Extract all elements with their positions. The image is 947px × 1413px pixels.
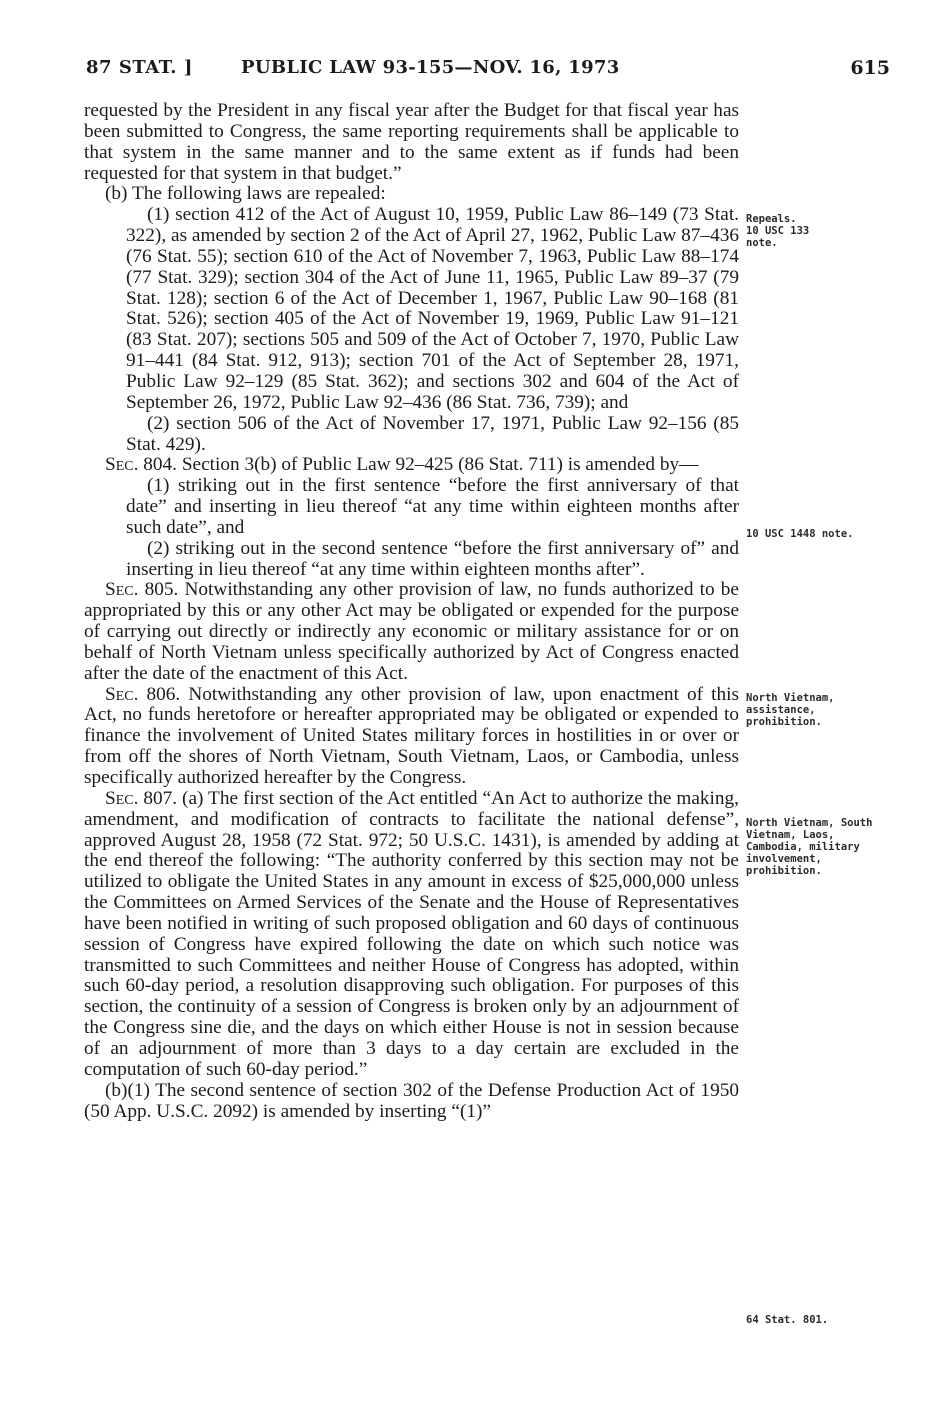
paragraph-repeal-item-2: (2) section 506 of the Act of November 17, 1971, Public Law 92–156 (85 Stat. 429). [126,412,739,455]
paragraph-807-b: (b)(1) The second sentence of section 302 of the Defense Production Act of 1950 (50 App. U.S.C. 2092) is amended by inserting “(1)” [84,1079,739,1122]
margin-note-section-806: North Vietnam, South Vietnam, Laos, Cambodia, military involvement, prohibition. [746,817,873,877]
margin-note-citation: 10 USC 133 note. [746,225,810,249]
section-label: Sec. 804. [105,454,177,476]
section-807 [84,789,739,1081]
section-text: Section 3(b) of Public Law 92–425 (86 Stat. 711) is amended by— [177,454,699,476]
margin-note-repeals [746,213,896,249]
margin-note-section-804: 10 USC 1448 note. [746,528,854,540]
section-label: Sec. 806. [105,683,181,705]
running-title: PUBLIC LAW 93-155—NOV. 16, 1973 [241,57,620,78]
section-804 [84,455,739,476]
paragraph-804-item-1: (1) striking out in the first sentence “before the first anniversary of that date” and inserting in lieu thereof “at any time within eighteen months after such date”, and [126,475,739,538]
page-header [86,57,890,85]
section-label: Sec. 807. [105,787,178,809]
body-text [84,101,739,1122]
stat-reference: 87 STAT. ] [86,57,193,78]
margin-note-title: Repeals. [746,213,797,225]
section-806 [84,685,739,789]
section-text: Notwithstanding any other provision of law, upon enactment of this Act, no funds heretofore or hereafter appropriated may be obligated or expended to finance the involvement of United States military forces in hostilities in or over or from off the shores of North Vietnam, South Vietnam, Laos, or Cambodia, unless specifically authorized hereafter by the Congress. [84,683,739,788]
section-text: Notwithstanding any other provision of law, no funds authorized to be appropriated by this or any other Act may be obligated or expended for the purpose of carrying out directly or indirectly any economic or military assistance for or on behalf of North Vietnam unless specifically authorized by Act of Congress enacted after the date of the enactment of this Act. [84,579,739,684]
page-number: 615 [850,57,890,79]
paragraph-repeal-item-1: (1) section 412 of the Act of August 10, 1959, Public Law 86–149 (73 Stat. 322), as amended by section 2 of the Act of April 27, 1962, Public Law 87–436 (76 Stat. 55); section 610 of the Act of November 7, 1963, Public Law 88–174 (77 Stat. 329); section 304 of the Act of June 11, 1965, Public Law 89–37 (79 Stat. 128); section 6 of the Act of December 1, 1967, Public Law 90–168 (81 Stat. 526); section 405 of the Act of November 19, 1969, Public Law 91–121 (83 Stat. 207); sections 505 and 509 of the Act of October 7, 1970, Public Law 91–441 (84 Stat. 912, 913); section 701 of the Act of September 28, 1971, Public Law 92–129 (85 Stat. 362); and sections 302 and 604 of the Act of September 26, 1972, Public Law 92–436 (86 Stat. 736, 739); and [126,204,739,413]
paragraph-repeals-intro: (b) The following laws are repealed: [105,183,386,205]
section-805 [84,580,739,684]
paragraph-continuation: requested by the President in any fiscal year after the Budget for that fiscal year has been submitted to Congress, the same reporting requirements shall be applicable to that system in the same manner and to the same extent as if funds had been requested for that system in that budget.” [84,100,739,184]
section-label: Sec. 805. [105,579,179,601]
margin-note-section-807: 64 Stat. 801. [746,1314,829,1326]
paragraph-804-item-2: (2) striking out in the second sentence “before the first anniversary of” and inserting in lieu thereof “at any time within eighteen months after”. [126,537,739,580]
margin-note-section-805: North Vietnam, assistance, prohibition. [746,692,835,728]
section-text: (a) The first section of the Act entitled “An Act to authorize the making, amendment, and modification of contracts to facilitate the national defense”, approved August 28, 1958 (72 Stat. 972; 50 U.S.C. 1431), is amended by adding at the end thereof the following: “The authority conferred by this section may not be utilized to obligate the United States in any amount in excess of $25,000,000 unless the Committees on Armed Services of the Senate and the House of Representatives have been notified in writing of such proposed obligation and 60 days of continuous session of Congress have expired following the date on which such notice was transmitted to such Committees and neither House of Congress has adopted, within such 60-day period, a resolution disapproving such obligation. For purposes of this section, the continuity of a session of Congress is broken only by an adjournment of the Congress sine die, and the days on which either House is not in session because of an adjournment of more than 3 days to a day certain are excluded in the computation of such 60-day period.” [84,787,739,1080]
